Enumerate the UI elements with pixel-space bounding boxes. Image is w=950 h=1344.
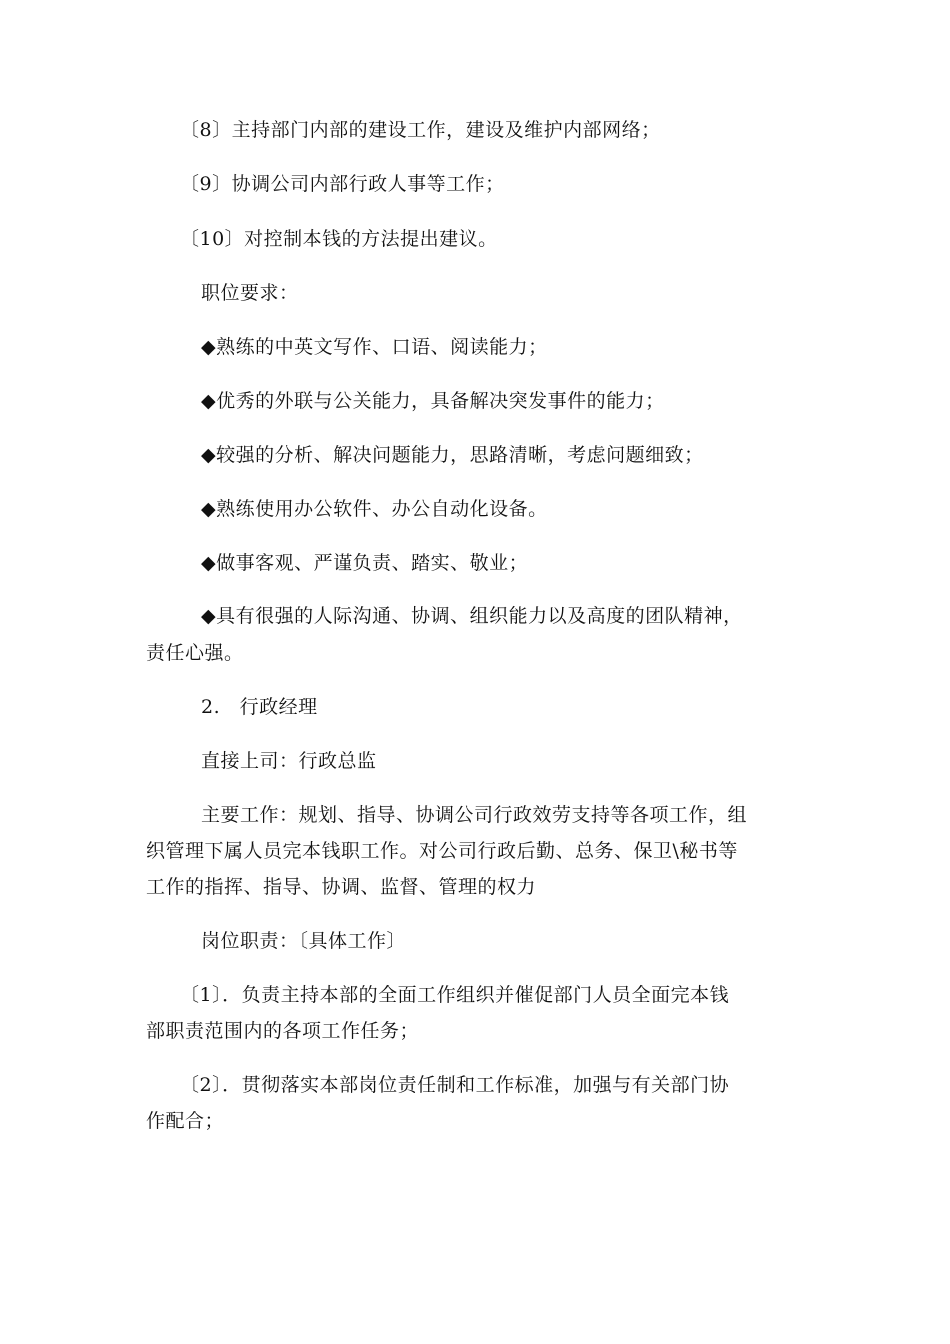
duty-2-line-1: 〔2〕．贯彻落实本部岗位责任制和工作标准，加强与有关部门协: [180, 1074, 730, 1096]
item-8: 〔8〕主持部门内部的建设工作，建设及维护内部网络；: [180, 119, 661, 141]
requirement-bullet-2: ◆优秀的外联与公关能力，具备解决突发事件的能力；: [201, 390, 665, 412]
main-work-line-3: 工作的指挥、指导、协调、监督、管理的权力: [146, 876, 537, 898]
duty-2-line-2: 作配合；: [146, 1110, 225, 1132]
supervisor-line: 直接上司：行政总监: [201, 750, 377, 772]
requirement-bullet-5: ◆做事客观、严谨负责、踏实、敬业；: [201, 552, 529, 574]
requirement-bullet-6-line-2: 责任心强。: [146, 642, 244, 664]
main-work-line-1: 主要工作：规划、指导、协调公司行政效劳支持等各项工作，组: [201, 804, 748, 826]
requirement-bullet-3: ◆较强的分析、解决问题能力，思路清晰，考虑问题细致；: [201, 444, 704, 466]
duties-heading: 岗位职责：〔具体工作〕: [201, 930, 407, 952]
duty-1-line-1: 〔1〕．负责主持本部的全面工作组织并催促部门人员全面完本钱: [180, 984, 730, 1006]
section-2-title: 2. 行政经理: [201, 696, 318, 718]
item-9: 〔9〕协调公司内部行政人事等工作；: [180, 173, 505, 195]
main-work-line-2: 织管理下属人员完本钱职工作。对公司行政后勤、总务、保卫\秘书等: [146, 840, 738, 862]
duty-1-line-2: 部职责范围内的各项工作任务；: [146, 1020, 420, 1042]
item-10: 〔10〕对控制本钱的方法提出建议。: [180, 228, 498, 250]
requirement-bullet-1: ◆熟练的中英文写作、口语、阅读能力；: [201, 336, 548, 358]
requirement-bullet-4: ◆熟练使用办公软件、办公自动化设备。: [201, 498, 548, 520]
requirement-bullet-6-line-1: ◆具有很强的人际沟通、协调、组织能力以及高度的团队精神，: [201, 605, 743, 627]
requirements-heading: 职位要求：: [201, 282, 299, 304]
